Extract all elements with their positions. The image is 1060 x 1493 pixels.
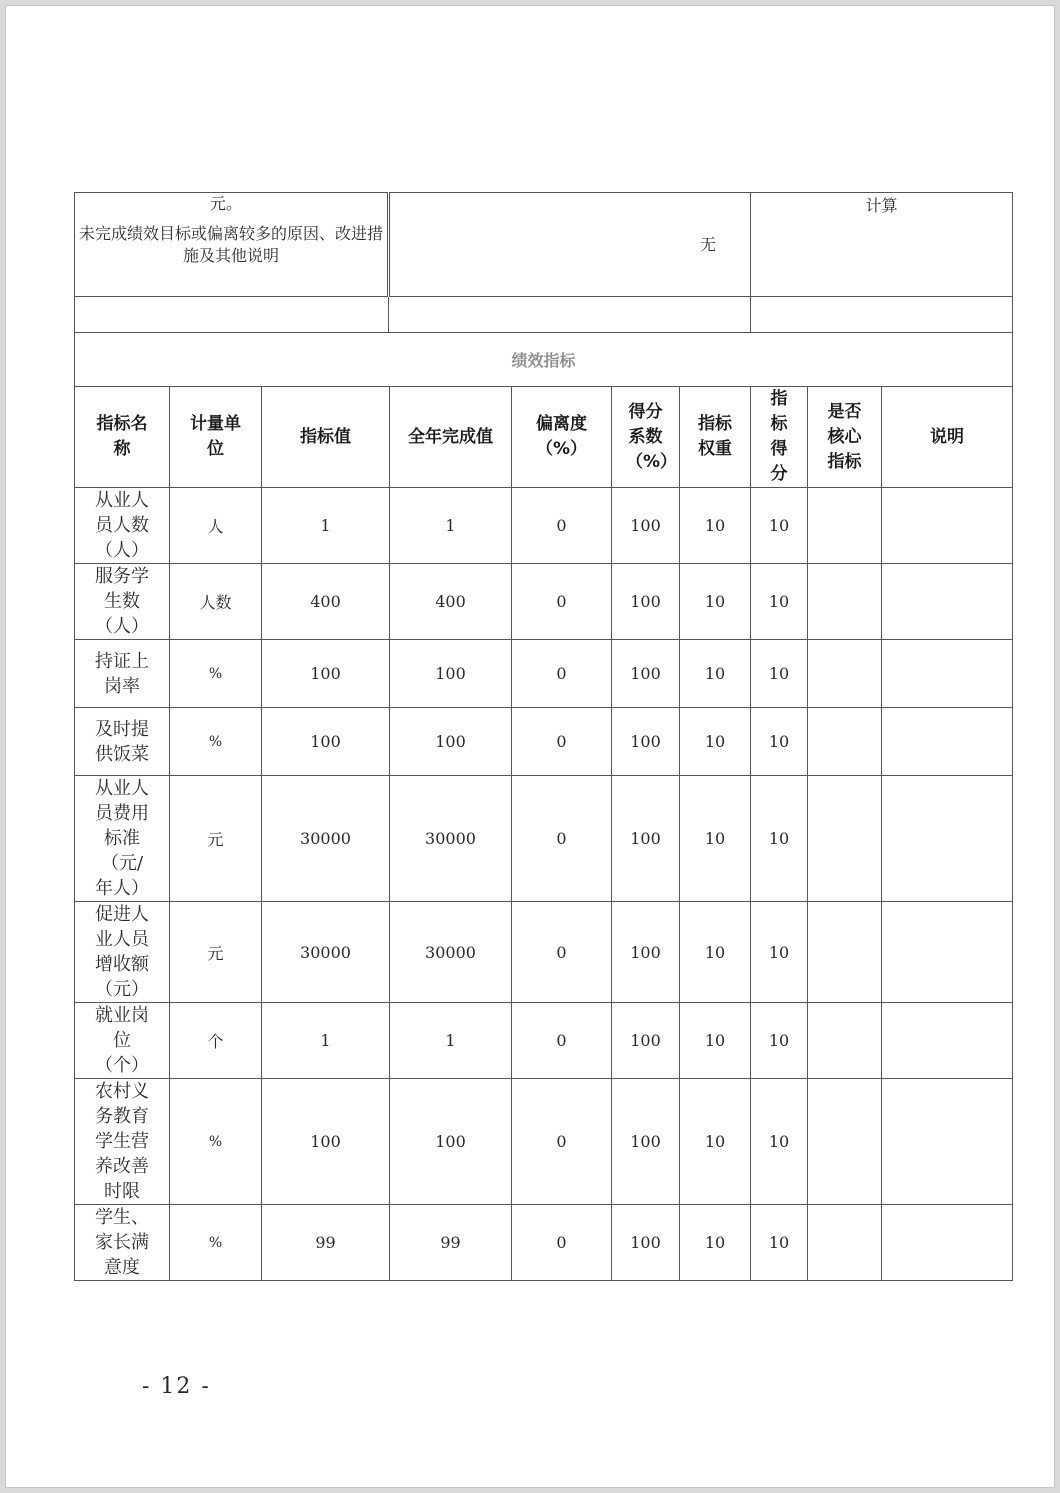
- summary-table: [74, 192, 1013, 333]
- note: [882, 1079, 1013, 1205]
- blank-cell: [389, 297, 751, 333]
- blank-row: [75, 297, 1013, 333]
- unit: %: [170, 640, 262, 708]
- target-value: 100: [262, 1079, 390, 1205]
- deviation: 0: [512, 776, 612, 902]
- reason-label-cell: [75, 193, 389, 297]
- col-header-indicator-name: 指标名称: [75, 387, 170, 488]
- note: [882, 640, 1013, 708]
- score-coefficient: 100: [612, 708, 680, 776]
- kpi-table: [74, 332, 1013, 1281]
- col-header-actual: 全年完成值: [390, 387, 512, 488]
- weight: 10: [680, 708, 751, 776]
- target-value: 1: [262, 488, 390, 564]
- table-row: [75, 564, 1013, 640]
- score-coefficient: 100: [612, 488, 680, 564]
- weight: 10: [680, 488, 751, 564]
- weight: 10: [680, 902, 751, 1003]
- score: 10: [751, 640, 808, 708]
- section-title: 绩效指标: [75, 333, 1013, 387]
- reason-label-line1: 元。: [209, 194, 242, 213]
- weight: 10: [680, 1079, 751, 1205]
- reason-value-cell: [389, 193, 751, 297]
- col-header-coefficient: 得分系数（%）: [612, 387, 680, 488]
- indicator-name: 及时提供饭菜: [75, 708, 170, 776]
- unit: 个: [170, 1003, 262, 1079]
- col-header-weight: 指标权重: [680, 387, 751, 488]
- score-coefficient: 100: [612, 640, 680, 708]
- indicator-name: 促进人业人员增收额（元）: [75, 902, 170, 1003]
- blank-cell: [75, 297, 389, 333]
- reason-value: 无: [699, 234, 716, 254]
- score: 10: [751, 1003, 808, 1079]
- core-flag: [808, 1079, 882, 1205]
- header-row: [75, 387, 1013, 488]
- deviation: 0: [512, 1205, 612, 1281]
- target-value: 30000: [262, 902, 390, 1003]
- target-value: 100: [262, 640, 390, 708]
- table-row: [75, 902, 1013, 1003]
- core-flag: [808, 640, 882, 708]
- indicator-name: 从业人员费用标准（元/年人）: [75, 776, 170, 902]
- unit: %: [170, 708, 262, 776]
- note: [882, 902, 1013, 1003]
- indicator-name: 学生、家长满意度: [75, 1205, 170, 1281]
- actual-value: 99: [390, 1205, 512, 1281]
- score-coefficient: 100: [612, 902, 680, 1003]
- unit: %: [170, 1205, 262, 1281]
- deviation: 0: [512, 1003, 612, 1079]
- deviation: 0: [512, 902, 612, 1003]
- core-flag: [808, 564, 882, 640]
- deviation: 0: [512, 640, 612, 708]
- score: 10: [751, 708, 808, 776]
- table-row: [75, 1205, 1013, 1281]
- indicator-name: 服务学生数（人）: [75, 564, 170, 640]
- reason-row: [75, 193, 1013, 297]
- indicator-name: 从业人员人数（人）: [75, 488, 170, 564]
- deviation: 0: [512, 708, 612, 776]
- weight: 10: [680, 1003, 751, 1079]
- note: [882, 708, 1013, 776]
- unit: 元: [170, 902, 262, 1003]
- core-flag: [808, 708, 882, 776]
- document-page: [5, 5, 1055, 1488]
- deviation: 0: [512, 488, 612, 564]
- col-header-score: 指标得分: [751, 387, 808, 488]
- reason-label: 未完成绩效目标或偏离较多的原因、改进措施及其他说明: [78, 224, 383, 265]
- unit: 人数: [170, 564, 262, 640]
- weight: 10: [680, 1205, 751, 1281]
- core-flag: [808, 1205, 882, 1281]
- table-row: [75, 1003, 1013, 1079]
- col-header-note: 说明: [882, 387, 1013, 488]
- score-coefficient: 100: [612, 776, 680, 902]
- indicator-name: 就业岗位（个）: [75, 1003, 170, 1079]
- calc-text: 计算: [865, 196, 898, 215]
- indicator-name: 持证上岗率: [75, 640, 170, 708]
- col-header-deviation: 偏离度（%）: [512, 387, 612, 488]
- score: 10: [751, 902, 808, 1003]
- table-row: [75, 708, 1013, 776]
- core-flag: [808, 902, 882, 1003]
- col-header-unit: 计量单位: [170, 387, 262, 488]
- actual-value: 30000: [390, 902, 512, 1003]
- table-row: [75, 488, 1013, 564]
- calc-cell: [751, 193, 1013, 297]
- unit: 人: [170, 488, 262, 564]
- target-value: 99: [262, 1205, 390, 1281]
- page-number: - 12 -: [142, 1374, 211, 1399]
- col-header-core: 是否核心指标: [808, 387, 882, 488]
- target-value: 30000: [262, 776, 390, 902]
- actual-value: 100: [390, 1079, 512, 1205]
- score-coefficient: 100: [612, 1079, 680, 1205]
- score: 10: [751, 564, 808, 640]
- actual-value: 400: [390, 564, 512, 640]
- score: 10: [751, 1079, 808, 1205]
- note: [882, 564, 1013, 640]
- note: [882, 488, 1013, 564]
- score-coefficient: 100: [612, 1205, 680, 1281]
- table-row: [75, 640, 1013, 708]
- score: 10: [751, 776, 808, 902]
- core-flag: [808, 776, 882, 902]
- score: 10: [751, 488, 808, 564]
- note: [882, 1205, 1013, 1281]
- deviation: 0: [512, 1079, 612, 1205]
- blank-cell: [751, 297, 1013, 333]
- actual-value: 1: [390, 488, 512, 564]
- target-value: 400: [262, 564, 390, 640]
- indicator-name: 农村义务教育学生营养改善时限: [75, 1079, 170, 1205]
- table-row: [75, 1079, 1013, 1205]
- actual-value: 1: [390, 1003, 512, 1079]
- core-flag: [808, 488, 882, 564]
- actual-value: 100: [390, 708, 512, 776]
- weight: 10: [680, 640, 751, 708]
- actual-value: 100: [390, 640, 512, 708]
- score-coefficient: 100: [612, 1003, 680, 1079]
- note: [882, 776, 1013, 902]
- core-flag: [808, 1003, 882, 1079]
- table-row: [75, 776, 1013, 902]
- unit: %: [170, 1079, 262, 1205]
- unit: 元: [170, 776, 262, 902]
- target-value: 100: [262, 708, 390, 776]
- score-coefficient: 100: [612, 564, 680, 640]
- score: 10: [751, 1205, 808, 1281]
- actual-value: 30000: [390, 776, 512, 902]
- col-header-target: 指标值: [262, 387, 390, 488]
- weight: 10: [680, 776, 751, 902]
- note: [882, 1003, 1013, 1079]
- deviation: 0: [512, 564, 612, 640]
- target-value: 1: [262, 1003, 390, 1079]
- weight: 10: [680, 564, 751, 640]
